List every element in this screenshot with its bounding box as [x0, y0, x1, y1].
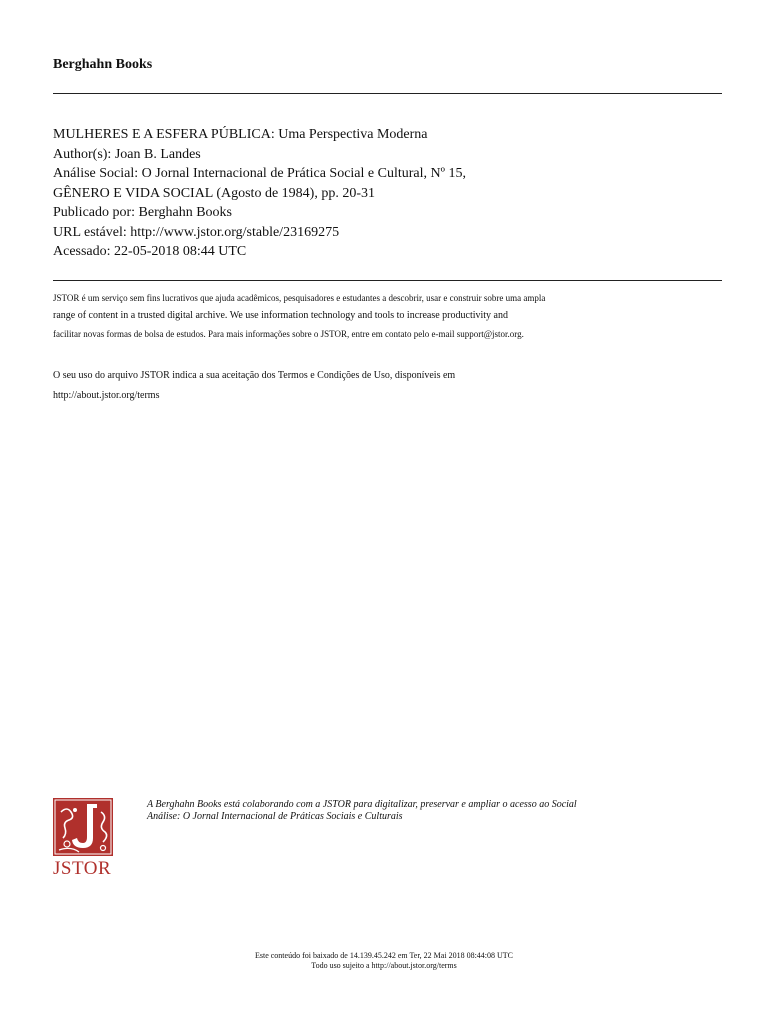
notice-line-3: facilitar novas formas de bolsa de estudos. Para mais informações sobre o JSTOR, entre em contato pelo e-mail support@jstor.org. — [53, 329, 524, 339]
source-journal-line: Análise Social: O Jornal Internacional de Prática Social e Cultural, Nº 15, — [53, 166, 466, 181]
accessed-date: Acessado: 22-05-2018 08:44 UTC — [53, 244, 247, 259]
citation-block — [53, 125, 466, 262]
published-by: Publicado por: Berghahn Books — [53, 205, 233, 220]
article-authors: Author(s): Joan B. Landes — [53, 146, 201, 162]
middle-divider — [53, 280, 722, 281]
download-info: Este conteúdo foi baixado de 14.139.45.242 em Ter, 22 Mai 2018 08:44:08 UTC — [254, 951, 514, 960]
article-title: MULHERES E A ESFERA PÚBLICA: Uma Perspectiva Moderna — [53, 127, 428, 142]
source-issue-line: GÊNERO E VIDA SOCIAL (Agosto de 1984), pp. 20-31 — [53, 185, 375, 201]
terms-line: O seu uso do arquivo JSTOR indica a sua aceitação dos Termos e Condições de Uso, disponíveis em — [53, 370, 456, 381]
jstor-logo — [53, 798, 115, 882]
stable-url-link[interactable]: URL estável: http://www.jstor.org/stable/23169275 — [53, 224, 340, 240]
jstor-wordmark: JSTOR — [53, 858, 112, 879]
publisher-name: Berghahn Books — [53, 57, 153, 72]
jstor-notice — [53, 289, 545, 343]
collaboration-line-2: Análise: O Jornal Internacional de Práticas Sociais e Culturais — [147, 811, 403, 822]
terms-footer-link[interactable]: Todo uso sujeito a http://about.jstor.org/terms — [311, 961, 457, 970]
terms-notice — [53, 366, 455, 406]
collaboration-statement — [147, 799, 577, 823]
jstor-emblem-icon — [53, 798, 113, 856]
terms-link[interactable]: http://about.jstor.org/terms — [53, 390, 160, 401]
notice-line-1: JSTOR é um serviço sem fins lucrativos que ajuda acadêmicos, pesquisadores e estudantes a descobrir, usar e construir sobre uma ampla — [53, 293, 546, 303]
notice-line-2: range of content in a trusted digital archive. We use information technology and tools to increase productivity and — [53, 310, 508, 321]
download-footer — [0, 951, 768, 971]
collaboration-line-1: A Berghahn Books está colaborando com a JSTOR para digitalizar, preservar e ampliar o acesso ao Social — [147, 799, 577, 810]
top-divider — [53, 93, 722, 94]
